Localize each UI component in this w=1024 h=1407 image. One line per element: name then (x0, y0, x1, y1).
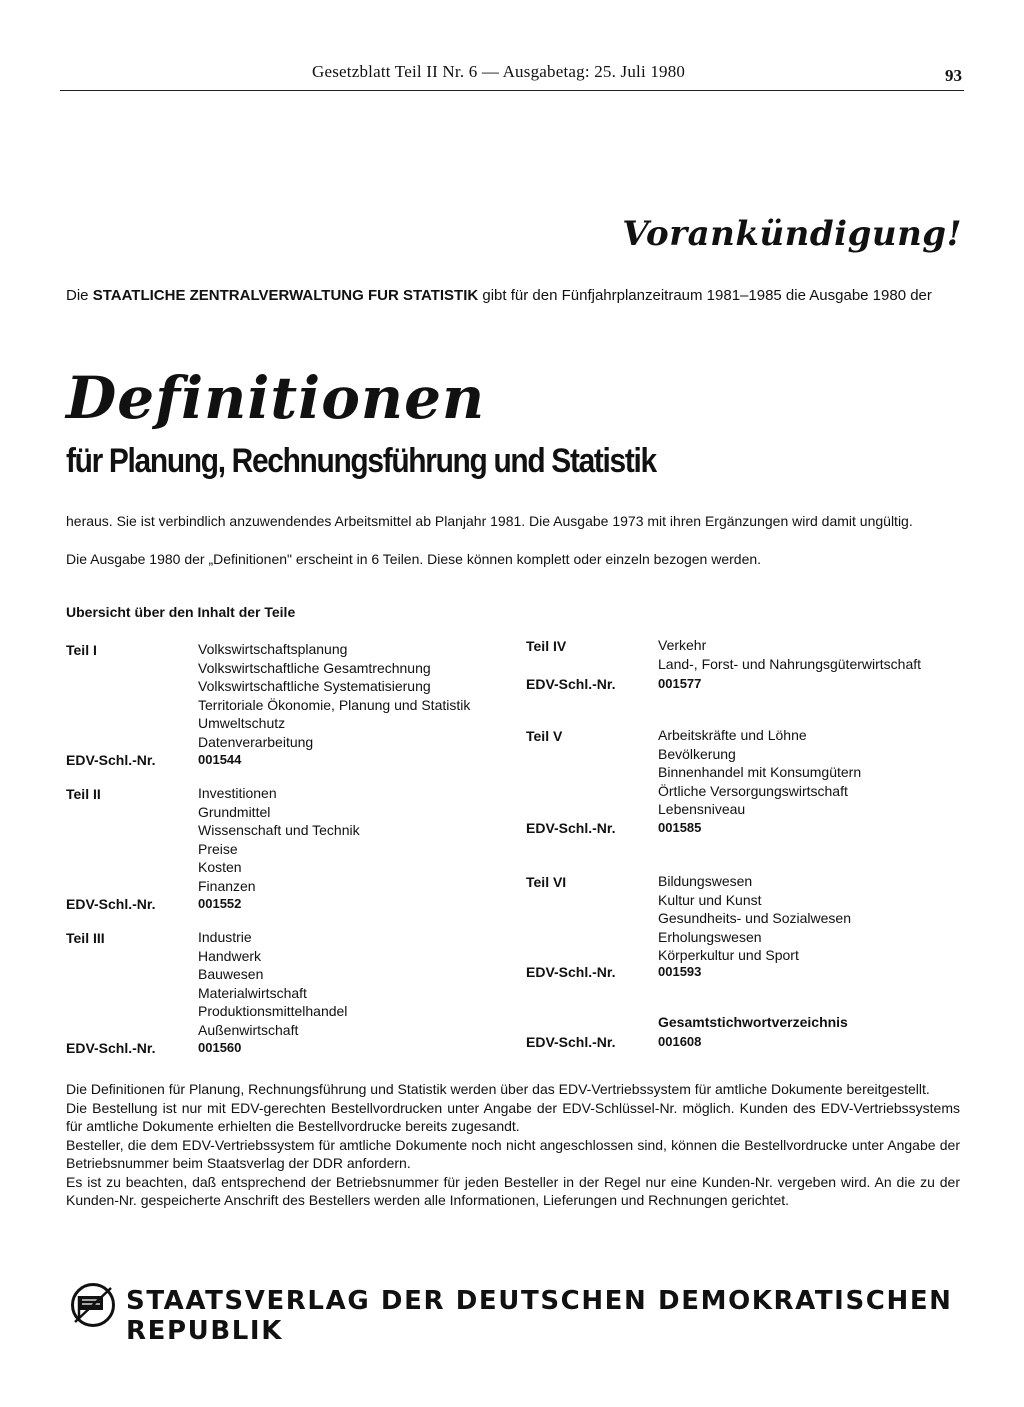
part-item: Binnenhandel mit Konsumgütern (658, 764, 862, 780)
edv-number: 001608 (658, 1034, 702, 1049)
part-item: Industrie (198, 929, 252, 945)
part-item: Verkehr (658, 637, 707, 653)
edv-label: EDV-Schl.-Nr. (526, 1034, 616, 1050)
part-item: Volkswirtschaftliche Systematisierung (198, 678, 431, 694)
part-item: Umweltschutz (198, 715, 286, 731)
part-label: Teil III (66, 930, 105, 946)
part-item: Volkswirtschaftsplanung (198, 641, 348, 657)
part-item: Preise (198, 840, 238, 857)
overview-heading: Ubersicht über den Inhalt der Teile (66, 604, 296, 620)
part-item: Kosten (198, 859, 242, 875)
part-item: Territoriale Ökonomie, Planung und Statistik (198, 696, 471, 713)
announcement-heading: Vorankündigung! (622, 214, 962, 254)
part-item: Investitionen (198, 785, 277, 801)
part-item: Materialwirtschaft (198, 984, 307, 1001)
footer-paragraph: Es ist zu beachten, daß entsprechend der Betriebsnummer für jeden Besteller in der Regel nur eine Kunden-Nr. vergeben wird. An die zu der Kunden-Nr. gespeicherte Anschrift des Bestellers werden alle Informationen, Lieferungen und Rechnungen gerichtet. (66, 1173, 960, 1208)
edv-label: EDV-Schl.-Nr. (66, 896, 156, 912)
part-item: Produktionsmittelhandel (198, 1003, 348, 1019)
part-item: Kultur und Kunst (658, 891, 762, 908)
header-title: Gesetzblatt Teil II Nr. 6 — Ausgabetag: 25. Juli 1980 (312, 62, 686, 81)
publisher-name: STAATSVERLAG DER DEUTSCHEN DEMOKRATISCHEN REPUBLIK (126, 1286, 953, 1346)
edv-label: EDV-Schl.-Nr. (66, 752, 156, 768)
edv-number: 001585 (658, 820, 702, 835)
part-item: Land-, Forst- und Nahrungsgüterwirtschaft (658, 655, 922, 672)
footer-paragraph: Besteller, die dem EDV-Vertriebssystem für amtliche Dokumente noch nicht angeschlossen sind, können die Bestellvordrucke unter Angabe der Betriebsnummer beim Staatsverlag der DDR anfordern. (66, 1136, 960, 1171)
part-items (198, 784, 360, 895)
part-items (198, 928, 347, 1039)
document-title: Definitionen (66, 364, 486, 432)
document-subtitle: für Planung, Rechnungsführung und Statistik (66, 442, 656, 480)
part-items (658, 636, 921, 673)
ordering-information (66, 1080, 960, 1210)
part-item: Bevölkerung (658, 745, 736, 762)
intro-paragraph (66, 286, 960, 305)
part-item: Wissenschaft und Technik (198, 822, 360, 838)
edv-number: 001577 (658, 676, 702, 691)
part-items (658, 872, 851, 965)
validity-paragraph: heraus. Sie ist verbindlich anzuwendendes Arbeitsmittel ab Planjahr 1981. Die Ausgabe 1973 mit ihren Ergänzungen wird damit ungültig. (66, 513, 913, 529)
part-item: Finanzen (198, 877, 256, 894)
footer-paragraph: Die Definitionen für Planung, Rechnungsführung und Statistik werden über das EDV-Vertriebssystem für amtliche Dokumente bereitgestellt. (66, 1081, 930, 1097)
part-item: Bauwesen (198, 966, 264, 982)
staatsverlag-flag-logo-icon (70, 1282, 116, 1328)
edv-number: 001593 (658, 964, 702, 979)
page-number: 93 (945, 66, 962, 85)
part-item: Handwerk (198, 947, 262, 964)
part-items (658, 726, 861, 819)
edv-number: 001560 (198, 1040, 242, 1055)
part-items (198, 640, 470, 751)
part-label: Teil I (66, 642, 97, 658)
intro-prefix: Die (66, 287, 93, 304)
intro-suffix: gibt für den Fünfjahrplanzeitraum 1981–1985 die Ausgabe 1980 der (478, 287, 932, 304)
part-label: Teil II (66, 786, 101, 802)
part-item: Bildungswesen (658, 873, 753, 889)
edv-label: EDV-Schl.-Nr. (526, 676, 616, 692)
part-item: Lebensniveau (658, 801, 746, 817)
agency-name: STAATLICHE ZENTRALVERWALTUNG FUR STATISTIK (92, 287, 479, 304)
part-item: Außenwirtschaft (198, 1021, 299, 1038)
edv-number: 001552 (198, 896, 242, 911)
part-label: Teil V (526, 728, 563, 744)
edv-label: EDV-Schl.-Nr. (66, 1040, 156, 1056)
footer-paragraph: Die Bestellung ist nur mit EDV-gerechten Bestellvordrucken unter Angabe der EDV-Schlüssel-Nr. möglich. Kunden des EDV-Vertriebssystems für amtliche Dokumente erhielten die Bestellvordrucke bereits zugesandt. (66, 1099, 960, 1134)
part-item: Arbeitskräfte und Löhne (658, 727, 807, 743)
part-item: Erholungswesen (658, 928, 762, 945)
part-item: Grundmittel (198, 803, 271, 820)
index-label: Gesamtstichwortverzeichnis (658, 1014, 848, 1030)
part-item: Datenverarbeitung (198, 733, 314, 750)
edv-number: 001544 (198, 752, 242, 767)
edv-label: EDV-Schl.-Nr. (526, 964, 616, 980)
part-item: Gesundheits- und Sozialwesen (658, 910, 852, 926)
parts-paragraph: Die Ausgabe 1980 der „Definitionen" erscheint in 6 Teilen. Diese können komplett oder einzeln bezogen werden. (66, 551, 762, 567)
part-item: Volkswirtschaftliche Gesamtrechnung (198, 659, 431, 676)
part-label: Teil IV (526, 638, 567, 654)
part-item: Örtliche Versorgungswirtschaft (658, 782, 848, 799)
part-item: Körperkultur und Sport (658, 947, 799, 963)
page-header (60, 60, 964, 91)
part-label: Teil VI (526, 874, 567, 890)
edv-label: EDV-Schl.-Nr. (526, 820, 616, 836)
